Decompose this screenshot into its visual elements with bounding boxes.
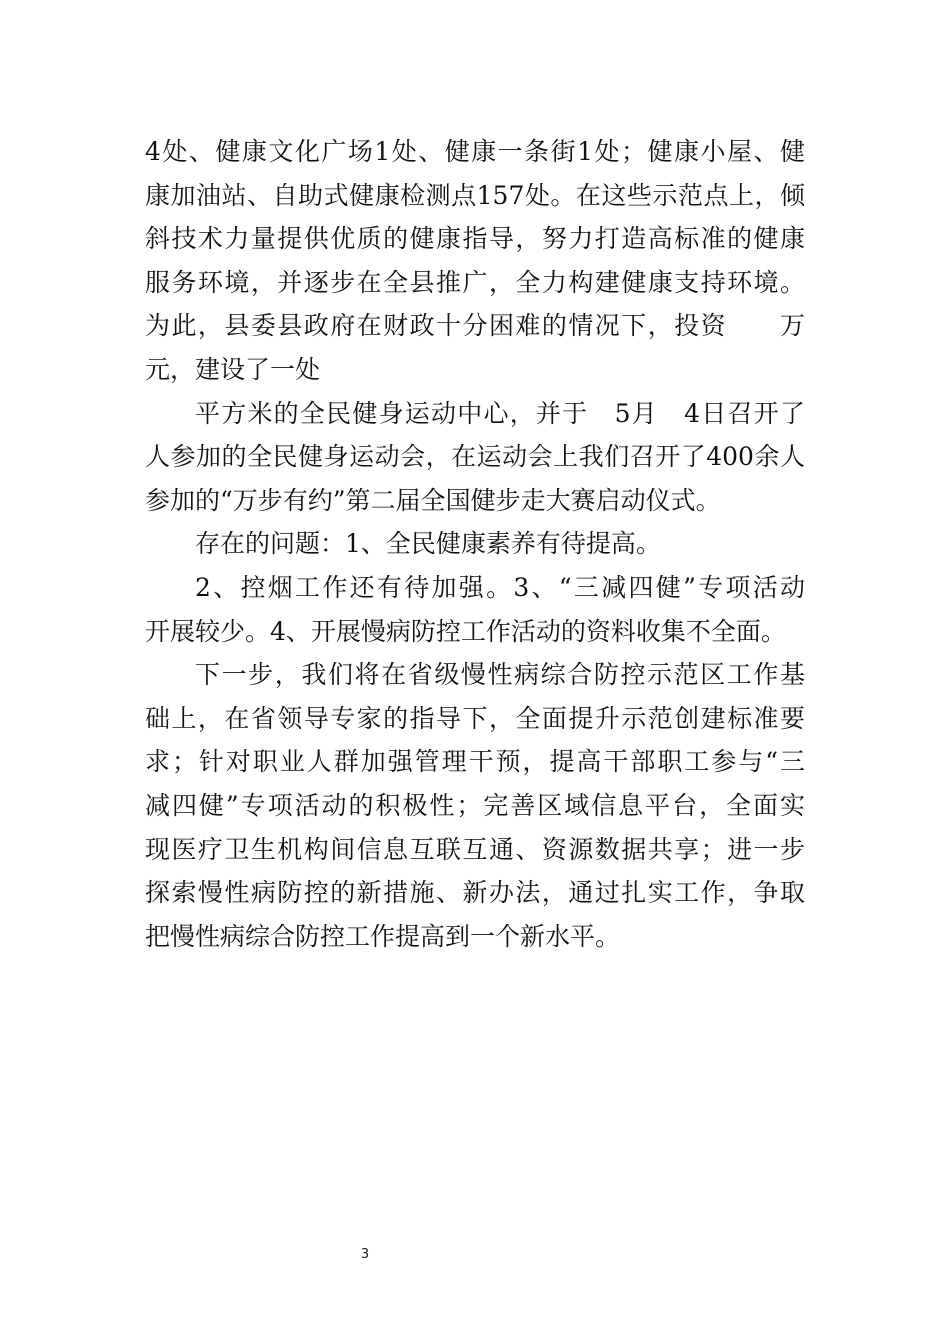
text-line: 下一步，我们将在省级慢性病综合防控示范区工作基 <box>195 660 805 690</box>
text-line: 减四健”专项活动的积极性；完善区域信息平台，全面实 <box>145 790 805 820</box>
text-line: 康加油站、自助式健康检测点157处。在这些示范点上，倾 <box>145 180 805 210</box>
text-line: 开展较少。4、开展慢病防控工作活动的资料收集不全面。 <box>145 616 786 646</box>
text-line: 服务环境，并逐步在全县推广，全力构建健康支持环境。 <box>145 267 805 297</box>
text-line: 人参加的全民健身运动会，在运动会上我们召开了400余人 <box>145 442 805 472</box>
text-line: 探索慢性病防控的新措施、新办法，通过扎实工作，争取 <box>145 878 805 908</box>
text-line: 础上，在省领导专家的指导下，全面提升示范创建标准要 <box>145 703 805 733</box>
text-line: 2、控烟工作还有待加强。3、“三减四健”专项活动 <box>195 572 805 602</box>
text-line: 求；针对职业人群加强管理干预，提高干部职工参与“三 <box>145 747 805 777</box>
text-line: 参加的“万步有约”第二届全国健步走大赛启动仪式。 <box>145 485 721 515</box>
text-line: 4处、健康文化广场1处、健康一条街1处；健康小屋、健 <box>145 137 805 166</box>
text-line: 把慢性病综合防控工作提高到一个新水平。 <box>145 921 621 951</box>
text-line: 斜技术力量提供优质的健康指导，努力打造高标准的健康 <box>145 224 805 254</box>
text-line: 元，建设了一处 <box>145 354 321 384</box>
text-line: 为此，县委县政府在财政十分困难的情况下，投资 万 <box>145 311 805 341</box>
text-line: 存在的问题：1、全民健康素养有待提高。 <box>195 529 661 559</box>
page-number: 3 <box>360 1247 370 1262</box>
text-line: 现医疗卫生机构间信息互联互通、资源数据共享；进一步 <box>145 834 805 864</box>
body-text <box>145 130 805 958</box>
text-line: 平方米的全民健身运动中心，并于 5月 4日召开了 <box>195 398 805 428</box>
